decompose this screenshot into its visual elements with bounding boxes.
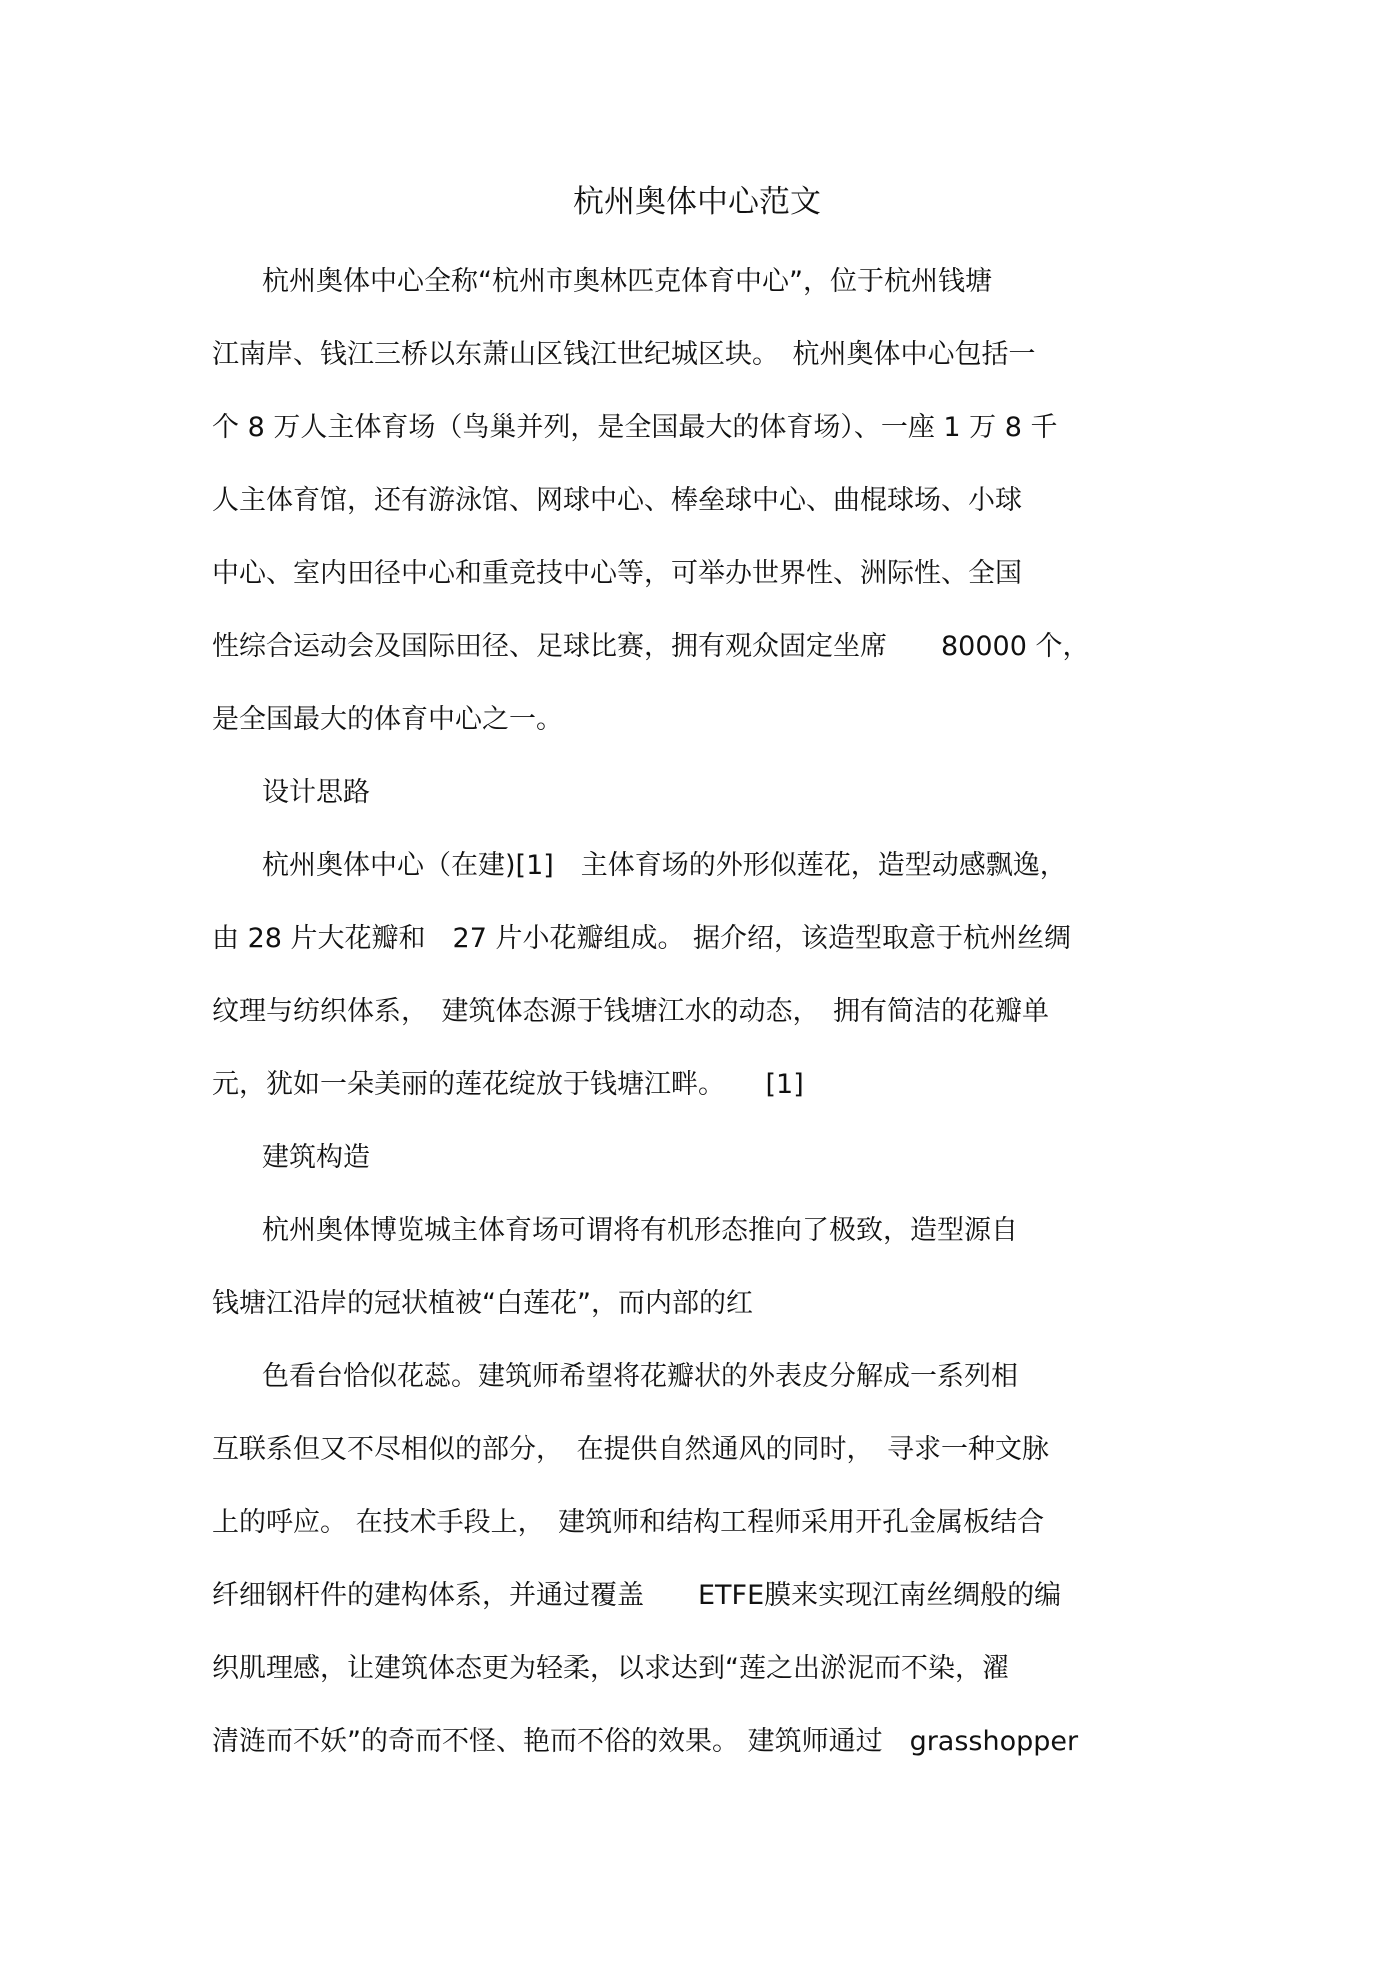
section-heading: 建筑构造 <box>262 1142 370 1173</box>
body-line: 江南岸、钱江三桥以东萧山区钱江世纪城区块。 杭州奥体中心包括一 <box>212 339 1036 370</box>
body-line: 杭州奥体中心（在建)[1] 主体育场的外形似莲花，造型动感飘逸， <box>262 850 1067 881</box>
body-line: 上的呼应。 在技术手段上， 建筑师和结构工程师采用开孔金属板结合 <box>212 1507 1045 1538</box>
body-line: 杭州奥体博览城主体育场可谓将有机形态推向了极致，造型源自 <box>262 1215 1018 1246</box>
body-line: 由 28 片大花瓣和 27 片小花瓣组成。 据介绍，该造型取意于杭州丝绸 <box>212 923 1072 954</box>
body-line: 纤细钢杆件的建构体系，并通过覆盖 ETFE膜来实现江南丝绸般的编 <box>212 1580 1062 1611</box>
body-line: 色看台恰似花蕊。建筑师希望将花瓣状的外表皮分解成一系列相 <box>262 1361 1018 1392</box>
body-line: 中心、室内田径中心和重竞技中心等，可举办世界性、洲际性、全国 <box>212 558 1022 589</box>
body-line: 杭州奥体中心全称“杭州市奥林匹克体育中心”，位于杭州钱塘 <box>262 266 992 297</box>
body-line: 清涟而不妖”的奇而不怪、艳而不俗的效果。 建筑师通过 grasshopper <box>212 1726 1079 1757</box>
body-line: 互联系但又不尽相似的部分， 在提供自然通风的同时， 寻求一种文脉 <box>212 1434 1049 1465</box>
body-line: 织肌理感，让建筑体态更为轻柔，以求达到“莲之出淤泥而不染，濯 <box>212 1653 1009 1684</box>
section-heading: 设计思路 <box>262 777 370 808</box>
body-line: 纹理与纺织体系， 建筑体态源于钱塘江水的动态， 拥有简洁的花瓣单 <box>212 996 1049 1027</box>
body-line: 钱塘江沿岸的冠状植被“白莲花”，而内部的红 <box>212 1288 753 1319</box>
document-title: 杭州奥体中心范文 <box>573 184 821 220</box>
body-line: 元，犹如一朵美丽的莲花绽放于钱塘江畔。 [1] <box>212 1069 804 1100</box>
body-line: 个 8 万人主体育场（鸟巢并列，是全国最大的体育场）、一座 1 万 8 千 <box>212 412 1058 443</box>
body-line: 性综合运动会及国际田径、足球比赛，拥有观众固定坐席 80000 个， <box>212 631 1090 662</box>
body-line: 人主体育馆，还有游泳馆、网球中心、棒垒球中心、曲棍球场、小球 <box>212 485 1022 516</box>
body-line: 是全国最大的体育中心之一。 <box>212 704 563 735</box>
